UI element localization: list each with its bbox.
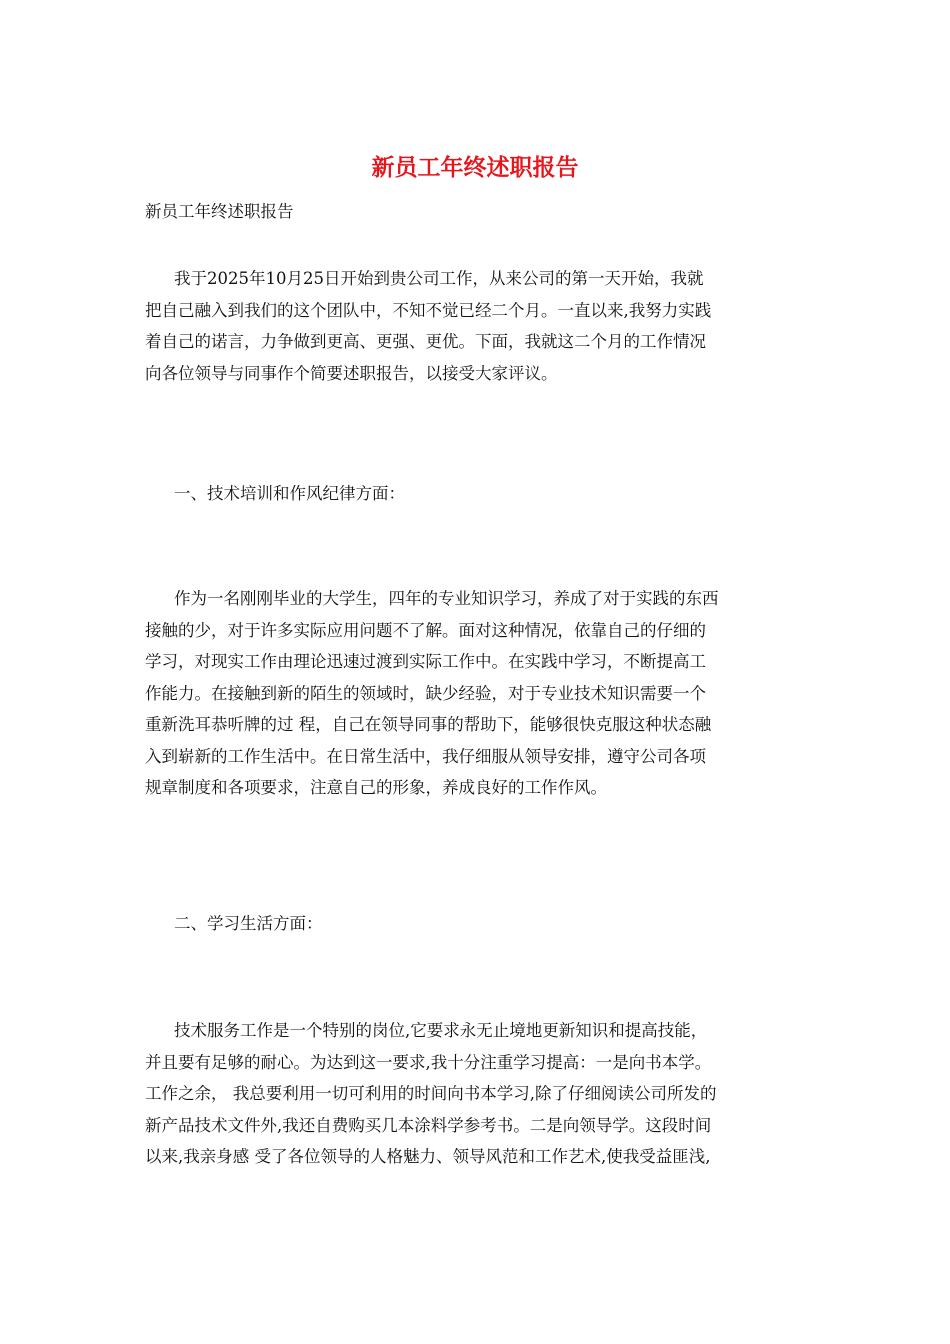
paragraph-line: 把自己融入到我们的这个团队中，不知不觉已经二个月。一直以来,我努力实践 <box>145 300 712 320</box>
paragraph-line: 工作之余， 我总要利用一切可利用的时间向书本学习,除了仔细阅读公司所发的 <box>145 1084 717 1103</box>
paragraph-line: 规章制度和各项要求，注意自己的形象，养成良好的工作作风。 <box>145 778 607 797</box>
paragraph-line: 着自己的诺言，力争做到更高、更强、更优。下面，我就这二个月的工作情况 <box>145 332 706 351</box>
paragraph-line: 学习，对现实工作由理论迅速过渡到实际工作中。在实践中学习，不断提高工 <box>145 652 706 671</box>
paragraph-line: 我于2025年10月25日开始到贵公司工作，从来公司的第一天开始，我就 <box>174 269 704 288</box>
paragraph-line: 技术服务工作是一个特别的岗位,它要求永无止境地更新知识和提高技能， <box>174 1021 708 1040</box>
section2-paragraph <box>145 1015 813 1173</box>
paragraph-line: 并且要有足够的耐心。为达到这一要求,我十分注重学习提高：一是向书本学。 <box>145 1052 712 1072</box>
paragraph-line: 接触的少，对于许多实际应用问题不了解。面对这种情况，依靠自己的仔细的 <box>145 620 706 640</box>
intro-paragraph <box>145 263 813 389</box>
paragraph-line: 向各位领导与同事作个简要述职报告，以接受大家评议。 <box>145 363 558 383</box>
document-title: 新员工年终述职报告 <box>371 154 579 181</box>
paragraph-line: 作能力。在接触到新的陌生的领域时，缺少经验，对于专业技术知识需要一个 <box>145 683 706 703</box>
section1-paragraph <box>145 583 813 804</box>
section-heading-training: 一、技术培训和作风纪律方面： <box>174 484 405 503</box>
paragraph-line: 新产品技术文件外,我还自费购买几本涂料学参考书。二是向领导学。这段时间 <box>145 1115 712 1135</box>
paragraph-line: 入到崭新的工作生活中。在日常生活中，我仔细服从领导安排，遵守公司各项 <box>145 746 706 766</box>
document-subtitle: 新员工年终述职报告 <box>145 202 294 221</box>
paragraph-line: 重新洗耳恭听牌的过 程，自己在领导同事的帮助下，能够很快克服这种状态融 <box>145 715 712 734</box>
section-heading-study: 二、学习生活方面： <box>174 914 323 933</box>
paragraph-line: 以来,我亲身感 受了各位领导的人格魅力、领导风范和工作艺术,使我受益匪浅, <box>145 1147 711 1166</box>
paragraph-line: 作为一名刚刚毕业的大学生，四年的专业知识学习，养成了对于实践的东西 <box>174 589 719 608</box>
